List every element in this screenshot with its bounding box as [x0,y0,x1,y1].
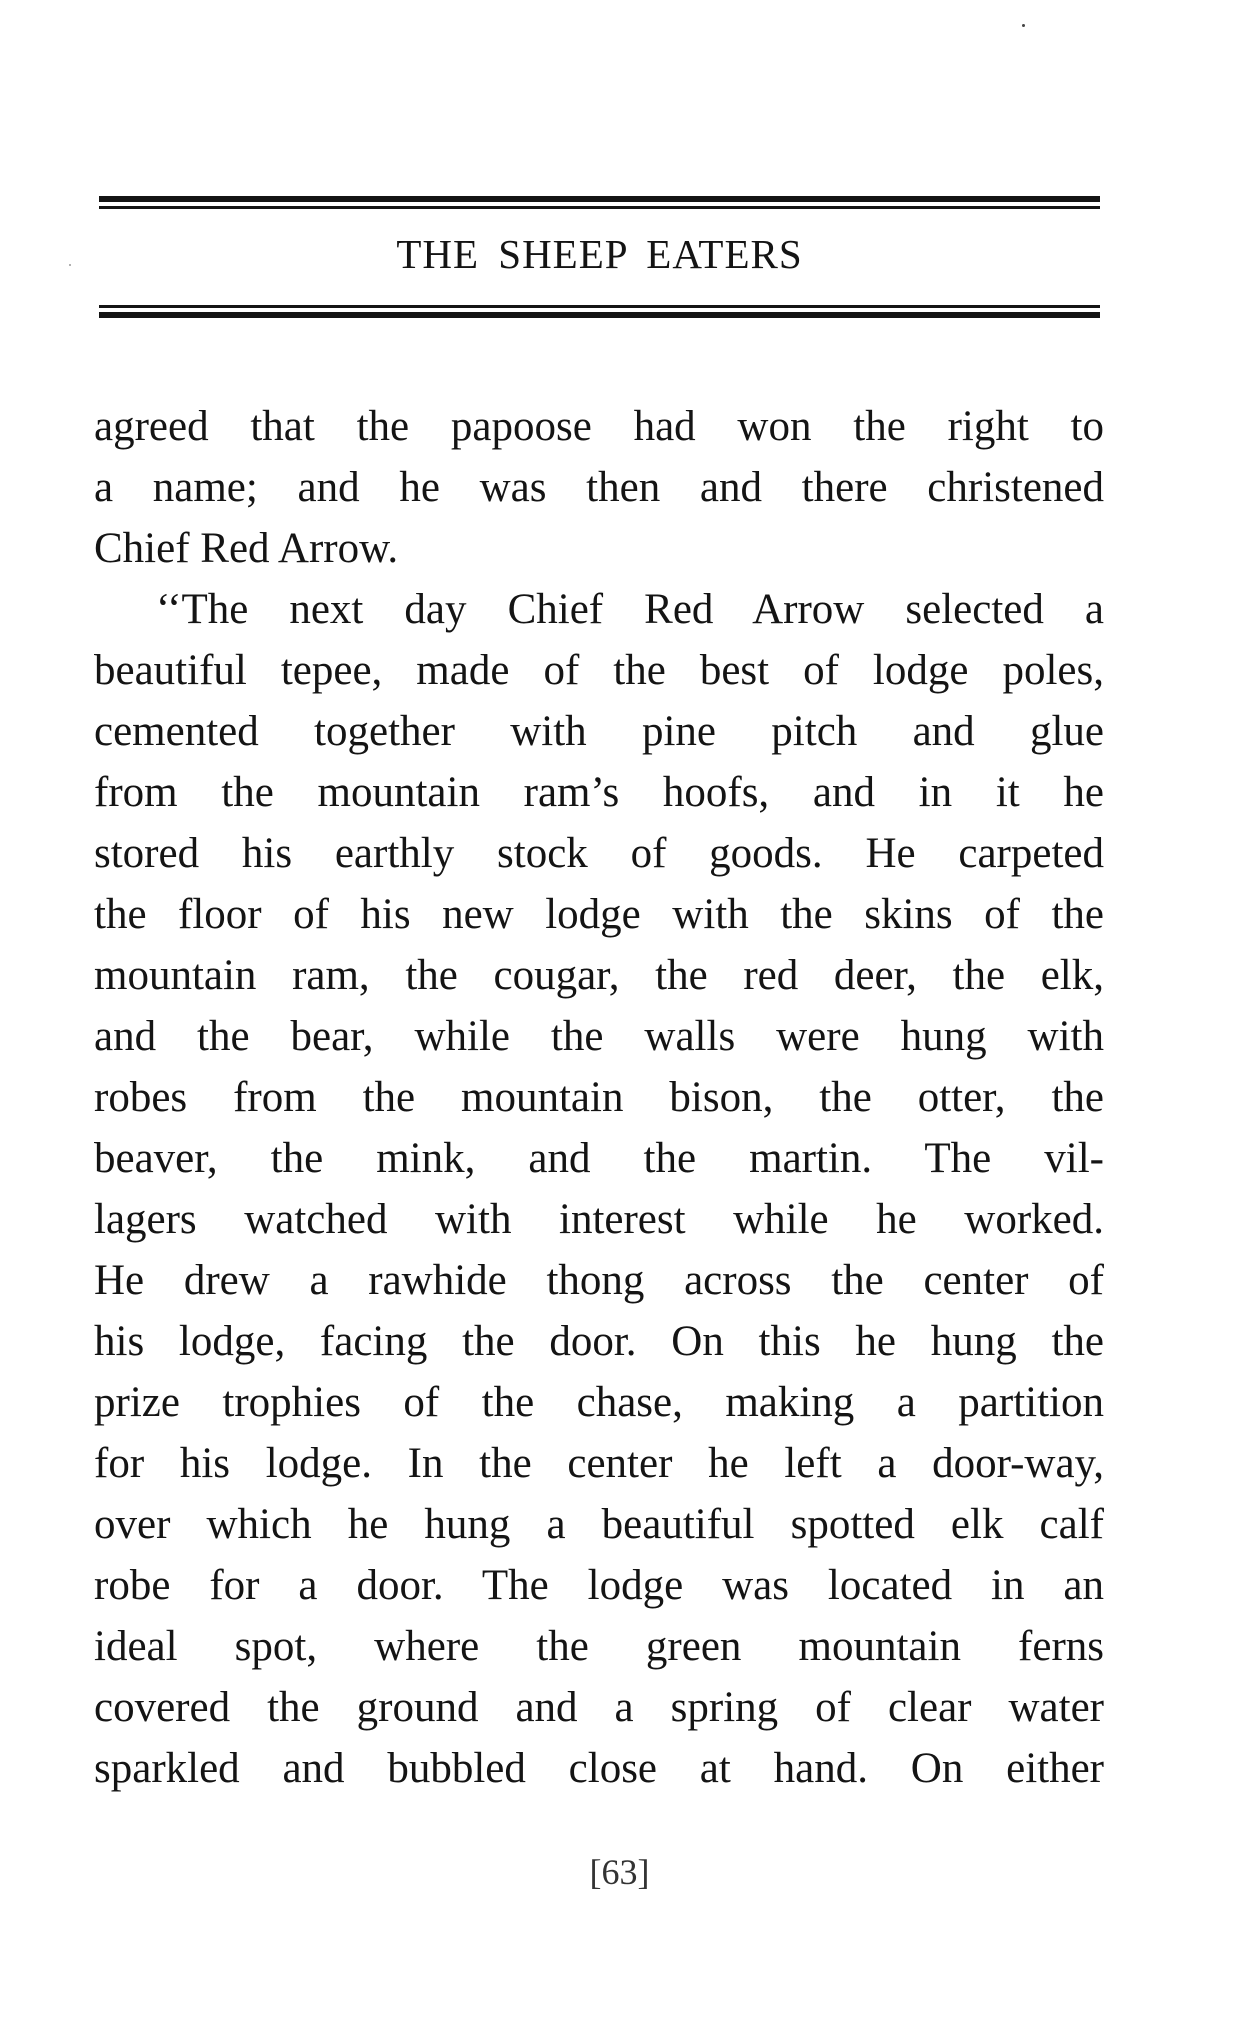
text-line: and the bear, while the walls were hung with [94,1013,1104,1060]
text-line: for his lodge. In the center he left a door-way, [94,1440,1104,1487]
text-line: beaver, the mink, and the martin. The vil- [94,1135,1104,1182]
text-line: prize trophies of the chase, making a partition [94,1379,1104,1426]
text-line: from the mountain ram’s hoofs, and in it he [94,769,1104,816]
text-line: Chief Red Arrow. [94,525,399,572]
running-head: THE SHEEP EATERS [396,231,803,277]
scan-speck [69,264,71,266]
header-rule-bottom [99,305,1100,318]
body-text [94,396,1104,1799]
text-line: He drew a rawhide thong across the center of [94,1257,1104,1304]
page-number: [63] [589,1852,650,1892]
text-line: mountain ram, the cougar, the red deer, the elk, [94,952,1104,999]
text-line: over which he hung a beautiful spotted elk calf [94,1501,1104,1548]
text-line: stored his earthly stock of goods. He carpeted [94,830,1104,877]
text-line: lagers watched with interest while he worked. [94,1196,1104,1243]
text-line: his lodge, facing the door. On this he hung the [94,1318,1104,1365]
text-line: the floor of his new lodge with the skins of the [94,891,1104,938]
text-line: a name; and he was then and there christened [94,464,1104,511]
text-line: agreed that the papoose had won the right to [94,403,1104,450]
text-line: ideal spot, where the green mountain ferns [94,1623,1104,1670]
text-line: ‘‘The next day Chief Red Arrow selected a [156,586,1104,633]
text-line: covered the ground and a spring of clear water [94,1684,1104,1731]
header-rule-top [99,196,1100,209]
text-line: cemented together with pine pitch and glue [94,708,1104,755]
text-line: beautiful tepee, made of the best of lodge poles, [94,647,1104,694]
text-line: robes from the mountain bison, the otter, the [94,1074,1104,1121]
text-line: sparkled and bubbled close at hand. On either [94,1745,1104,1792]
scan-speck [1022,24,1025,27]
text-line: robe for a door. The lodge was located in an [94,1562,1104,1609]
